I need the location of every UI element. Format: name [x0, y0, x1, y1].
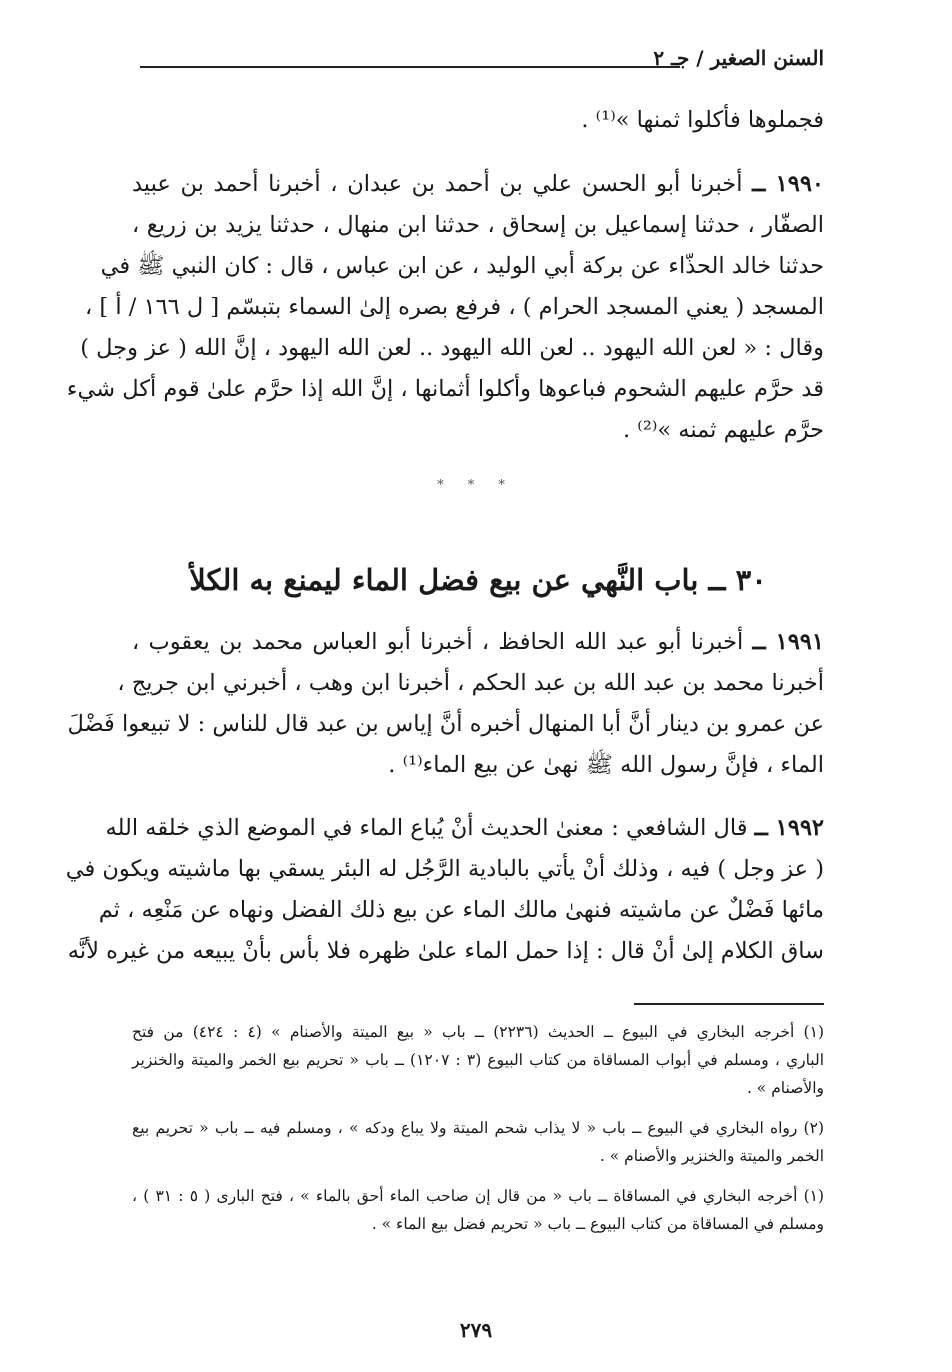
hadith-1991: [67, 622, 824, 786]
text-line: الصفّار ، حدثنا إسماعيل بن إسحاق ، حدثنا ابن منهال ، حدثنا يزيد بن زريع ،: [132, 212, 824, 238]
text-line: [132, 164, 824, 205]
continuation-paragraph: [132, 100, 824, 141]
text-line: فجملوها فأكلوا ثمنها »⁽¹⁾ .: [581, 107, 824, 133]
page-number: ٢٧٩: [459, 1318, 493, 1342]
text-span: قال الشافعي : معنىٰ الحديث أنْ يُباع الماء في الموضع الذي خلقه الله: [105, 815, 748, 841]
text-line: المسجد ( يعني المسجد الحرام ) ، فرفع بصره إلىٰ السماء بتبسّم [ ل ١٦٦ / أ ] ،: [85, 294, 824, 320]
text-line: [132, 622, 824, 663]
text-line: أخبرنا محمد بن عبد الله بن عبد الحكم ، أخبرنا ابن وهب ، أخبرني ابن جريج ،: [117, 670, 824, 696]
section-ornament: * * *: [437, 478, 515, 493]
text-line: حدثنا خالد الحذّاء عن بركة أبي الوليد ، عن ابن عباس ، قال : كان النبي ﷺ في: [100, 253, 824, 279]
footnote: [132, 1114, 824, 1170]
chapter-heading: ٣٠ ــ باب النَّهي عن بيع فضل الماء ليمنع به الكلأ: [189, 563, 767, 597]
text-line: [105, 808, 824, 849]
header-rule: [140, 66, 680, 68]
hadith-number: ١٩٩٢ ــ: [754, 815, 824, 841]
text-line: الماء ، فإنَّ رسول الله ﷺ نهىٰ عن بيع الماء⁽¹⁾ .: [388, 752, 824, 778]
text-line: مائها فَضْلٌ عن ماشيته فنهىٰ مالك الماء عن بيع ذلك الفضل ونهاه عن مَنْعِه ، ثم: [98, 897, 824, 923]
footnote-line: ومسلم في المساقاة من كتاب البيوع ــ باب « تحريم فضل بيع الماء » .: [371, 1215, 824, 1233]
footnote: [132, 1018, 824, 1102]
hadith-1992: [65, 808, 824, 972]
footnotes: [132, 1018, 824, 1238]
footnote-rule: [634, 1003, 824, 1005]
footnote-line: الباري ، ومسلم في أبواب المساقاة من كتاب البيوع (٣ : ١٢٠٧) ــ باب « تحريم بيع الخمر والميتة والخنزير: [132, 1051, 825, 1069]
footnote-line: والأصنام » .: [746, 1079, 824, 1097]
hadith-number: ١٩٩١ ــ: [752, 629, 824, 655]
hadith-number: ١٩٩٠ ــ: [752, 171, 824, 197]
running-header: [140, 46, 824, 76]
footnote: [132, 1182, 824, 1238]
text-line: عن عمرو بن دينار أنَّ أبا المنهال أخبره أنَّ إياس بن عبد قال للناس : لا تبيعوا فَضْلَ: [67, 711, 824, 737]
text-line: ( عز وجل ) فيه ، وذلك أنْ يأتي بالبادية الرَّجُل له البئر يسقي بها ماشيته ويكون في: [65, 856, 824, 882]
text-span: أخبرنا أبو عبد الله الحافظ ، أخبرنا أبو العباس محمد بن يعقوب ،: [132, 629, 744, 655]
text-span: أخبرنا أبو الحسن علي بن أحمد بن عبدان ، أخبرنا أحمد بن عبيد: [132, 171, 743, 197]
footnote-line: الخمر والميتة والخنزير والأصنام » .: [599, 1147, 824, 1165]
footnote-line: (٢) رواه البخاري في البيوع ــ باب « لا يذاب شحم الميتة ولا يباع ودكه » ، ومسلم فيه ــ باب « تحريم بيع: [132, 1119, 824, 1137]
running-title: السنن الصغير / جـ ٢: [653, 46, 824, 70]
text-line: وقال : « لعن الله اليهود .. لعن الله اليهود .. لعن الله اليهود ، إنَّ الله ( عز وجل ): [80, 335, 824, 361]
text-line: ساق الكلام إلىٰ أنْ قال : إذا حمل الماء علىٰ ظهره فلا بأس بأنْ يبيعه من غيره لأنَّه: [67, 938, 824, 964]
hadith-1990: [66, 164, 824, 451]
footnote-line: (١) أخرجه البخاري في البيوع ــ الحديث (٢٢٣٦) ــ باب « بيع الميتة والأصنام » (٤ : ٤٢٤) من فتح: [132, 1023, 824, 1041]
text-line: حرَّم عليهم ثمنه »⁽²⁾ .: [622, 417, 824, 443]
footnote-line: (١) أخرجه البخاري في المساقاة ــ باب « من قال إن صاحب الماء أحق بالماء » ، فتح البارى ( ٥ : ٣١ ) ،: [132, 1187, 825, 1205]
text-line: قد حرَّم عليهم الشحوم فباعوها وأكلوا أثمانها ، إنَّ الله إذا حرَّم علىٰ قوم أكل شيء: [66, 376, 824, 402]
